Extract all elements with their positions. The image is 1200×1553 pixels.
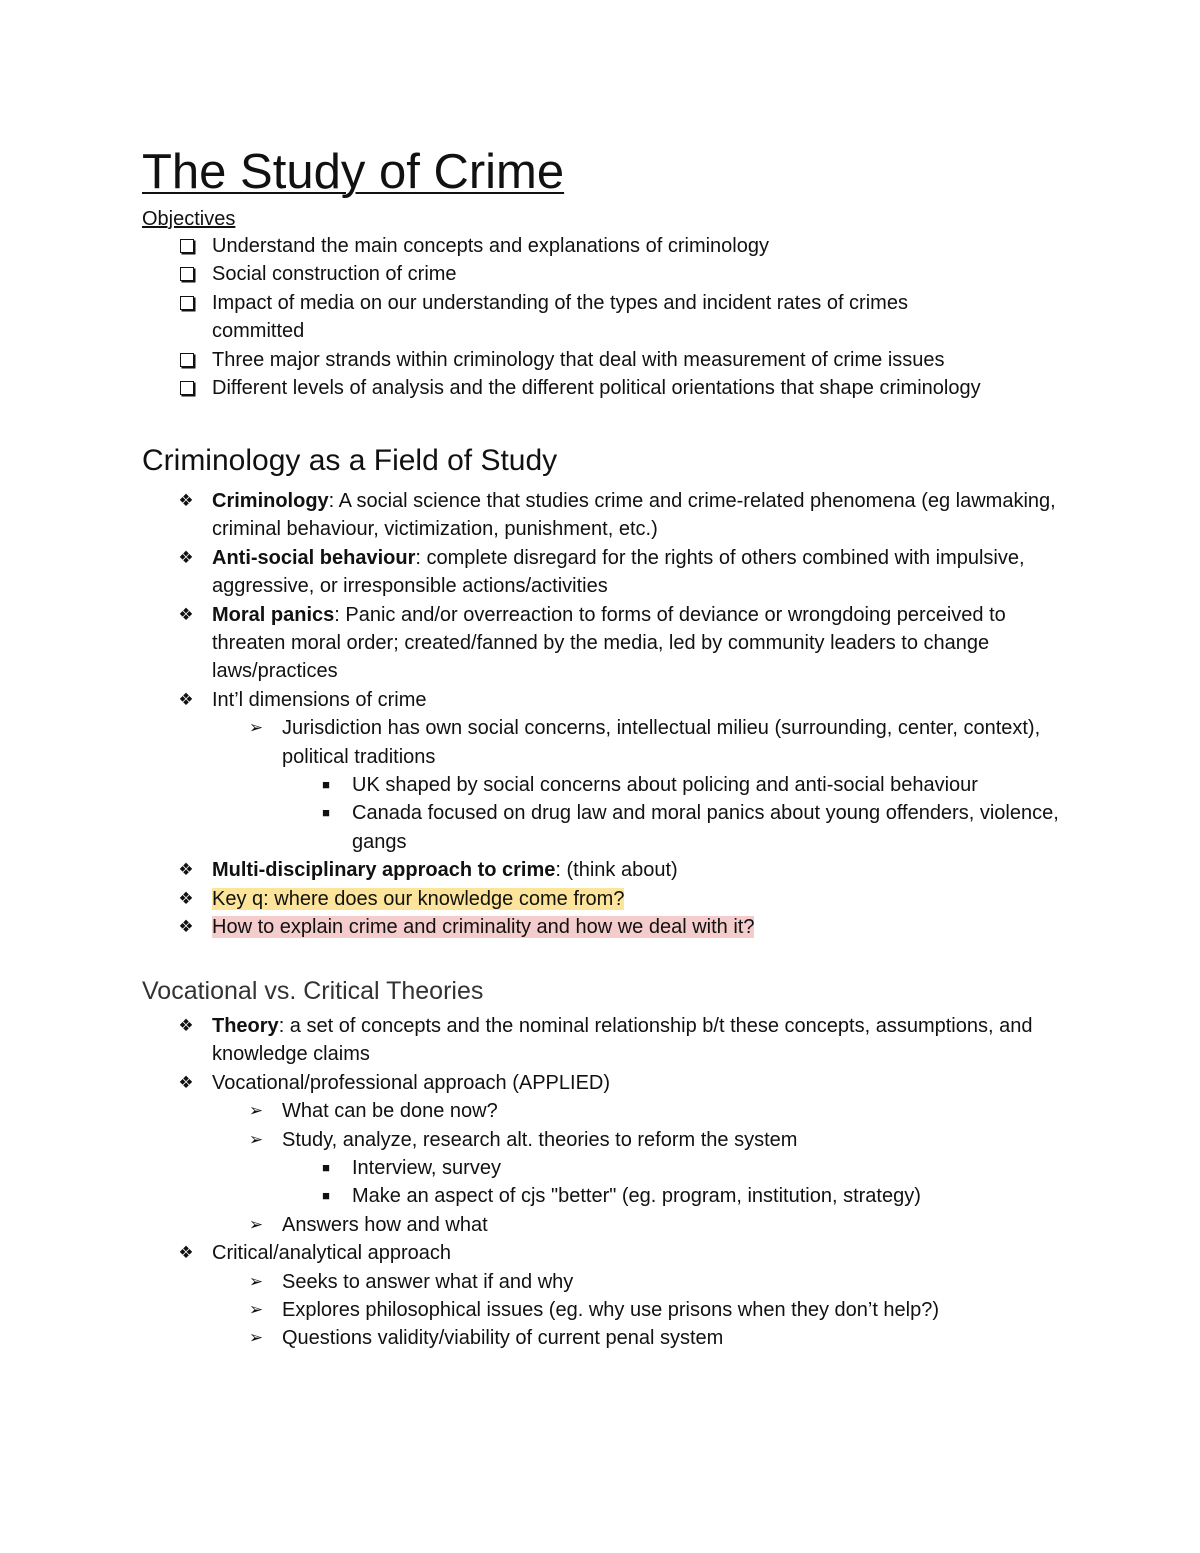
theories-section: [142, 1012, 1082, 1353]
intl-text: Int’l dimensions of crime: [212, 688, 427, 711]
highlight-key-q: Key q: where does our knowledge come from?: [212, 887, 625, 910]
list-item-how-q: [142, 913, 1082, 941]
arrow-bullet-icon: ➢: [248, 1101, 264, 1121]
objective-item: [142, 289, 1082, 346]
list-item-critical: [142, 1239, 1082, 1267]
definition-criminology: : A social science that studies crime and crime-related phenomena (eg lawmaking, criminal behaviour, victimization, punishment, etc.): [212, 490, 1056, 541]
voc-interview-text: Interview, survey: [352, 1157, 501, 1180]
square-bullet-icon: ■: [322, 1160, 330, 1176]
vocational-text: Vocational/professional approach (APPLIED): [212, 1071, 611, 1094]
objective-item: [142, 346, 1082, 374]
term-antisocial: Anti-social behaviour: [212, 546, 416, 569]
list-item-moral-panics: [142, 601, 1082, 686]
square-bullet-icon: ■: [322, 777, 330, 793]
arrow-bullet-icon: ➢: [248, 1129, 264, 1149]
square-bullet-icon: ■: [322, 805, 330, 821]
list-item-key-q: [142, 885, 1082, 913]
list-item-voc-study: [142, 1126, 1082, 1154]
list-item-crit-seeks: [142, 1268, 1082, 1296]
uk-text: UK shaped by social concerns about policing and anti-social behaviour: [352, 774, 978, 797]
checkbox-icon: [180, 267, 194, 281]
diamond-bullet-icon: ❖: [178, 1072, 194, 1092]
objective-item: [142, 374, 1082, 402]
arrow-bullet-icon: ➢: [248, 718, 264, 738]
term-theory: Theory: [212, 1015, 279, 1037]
diamond-bullet-icon: ❖: [178, 888, 194, 908]
list-item-voc-better: [142, 1182, 1082, 1210]
list-item-crit-questions: [142, 1324, 1082, 1352]
list-item-vocational: [142, 1069, 1082, 1097]
definition-moral-panics: : Panic and/or overreaction to forms of deviance or wrongdoing perceived to threaten moral order; created/fanned by the media, led by community leaders to change laws/practices: [212, 603, 1006, 683]
objectives-list: [142, 232, 1082, 402]
objective-item: [142, 232, 1082, 260]
diamond-bullet-icon: ❖: [178, 1016, 194, 1035]
diamond-bullet-icon: ❖: [178, 860, 194, 880]
list-item-antisocial: [142, 544, 1082, 601]
term-multi: Multi-disciplinary approach to crime: [212, 859, 556, 882]
theories-heading-wrap: [142, 974, 1082, 1008]
diamond-bullet-icon: ❖: [178, 491, 194, 510]
objective-text: Understand the main concepts and explanations of criminology: [212, 235, 769, 257]
list-item-theory: [142, 1012, 1082, 1069]
voc-better-text: Make an aspect of cjs "better" (eg. program, institution, strategy): [352, 1185, 921, 1208]
definition-multi: : (think about): [555, 859, 678, 882]
field-heading-wrap: [142, 441, 1082, 481]
diamond-bullet-icon: ❖: [178, 547, 194, 567]
objective-item: [142, 260, 1082, 288]
crit-questions-text: Questions validity/viability of current penal system: [282, 1327, 724, 1350]
list-item-intl: [142, 686, 1082, 714]
term-moral-panics: Moral panics: [212, 603, 335, 626]
objectives-label: Objectives: [142, 208, 236, 230]
list-item-canada: [142, 799, 1082, 856]
list-item-voc-interview: [142, 1154, 1082, 1182]
term-criminology: Criminology: [212, 490, 329, 512]
list-item-uk: [142, 771, 1082, 799]
definition-antisocial: : complete disregard for the rights of others combined with impulsive, aggressive, or irresponsible actions/activities: [212, 546, 1025, 598]
crit-seeks-text: Seeks to answer what if and why: [282, 1270, 574, 1293]
checkbox-icon: [180, 239, 194, 253]
diamond-bullet-icon: ❖: [178, 917, 194, 937]
voc-answers-text: Answers how and what: [282, 1213, 488, 1236]
diamond-bullet-icon: ❖: [178, 1243, 194, 1263]
arrow-bullet-icon: ➢: [248, 1271, 264, 1291]
objective-text: Social construction of crime: [212, 263, 457, 286]
voc-now-text: What can be done now?: [282, 1100, 498, 1123]
jurisdiction-text: Jurisdiction has own social concerns, intellectual milieu (surrounding, center, context), political traditions: [282, 717, 1041, 768]
checkbox-icon: [180, 296, 194, 310]
list-item-voc-answers: [142, 1211, 1082, 1239]
list-item-criminology: [142, 487, 1082, 544]
checkbox-icon: [180, 353, 194, 367]
crit-explores-text: Explores philosophical issues (eg. why use prisons when they don’t help?): [282, 1299, 940, 1322]
list-item-voc-now: [142, 1097, 1082, 1125]
canada-text: Canada focused on drug law and moral panics about young offenders, violence, gangs: [352, 802, 1059, 853]
objective-text: Three major strands within criminology that deal with measurement of crime issues: [212, 348, 945, 371]
theories-list: [142, 1012, 1082, 1353]
field-section: [142, 487, 1082, 942]
document-title: The Study of Crime: [142, 145, 565, 199]
field-list: [142, 487, 1082, 942]
critical-text: Critical/analytical approach: [212, 1242, 452, 1265]
objective-text: Impact of media on our understanding of the types and incident rates of crimes committed: [212, 291, 908, 343]
highlight-how-q: How to explain crime and criminality and how we deal with it?: [212, 916, 755, 939]
diamond-bullet-icon: ❖: [178, 689, 194, 709]
diamond-bullet-icon: ❖: [178, 604, 194, 624]
section-heading-field: Criminology as a Field of Study: [142, 444, 558, 477]
definition-theory: : a set of concepts and the nominal relationship b/t these concepts, assumptions, and knowledge claims: [212, 1015, 1033, 1066]
square-bullet-icon: ■: [322, 1188, 330, 1204]
list-item-jurisdiction: [142, 714, 1082, 771]
list-item-crit-explores: [142, 1296, 1082, 1324]
arrow-bullet-icon: ➢: [248, 1328, 264, 1348]
arrow-bullet-icon: ➢: [248, 1214, 264, 1234]
objectives-section: [142, 232, 1082, 402]
objective-text: Different levels of analysis and the different political orientations that shape criminology: [212, 377, 981, 400]
voc-study-text: Study, analyze, research alt. theories to reform the system: [282, 1128, 798, 1151]
arrow-bullet-icon: ➢: [248, 1300, 264, 1320]
checkbox-icon: [180, 381, 194, 395]
section-heading-theories: Vocational vs. Critical Theories: [142, 977, 484, 1005]
list-item-multi: [142, 856, 1082, 884]
